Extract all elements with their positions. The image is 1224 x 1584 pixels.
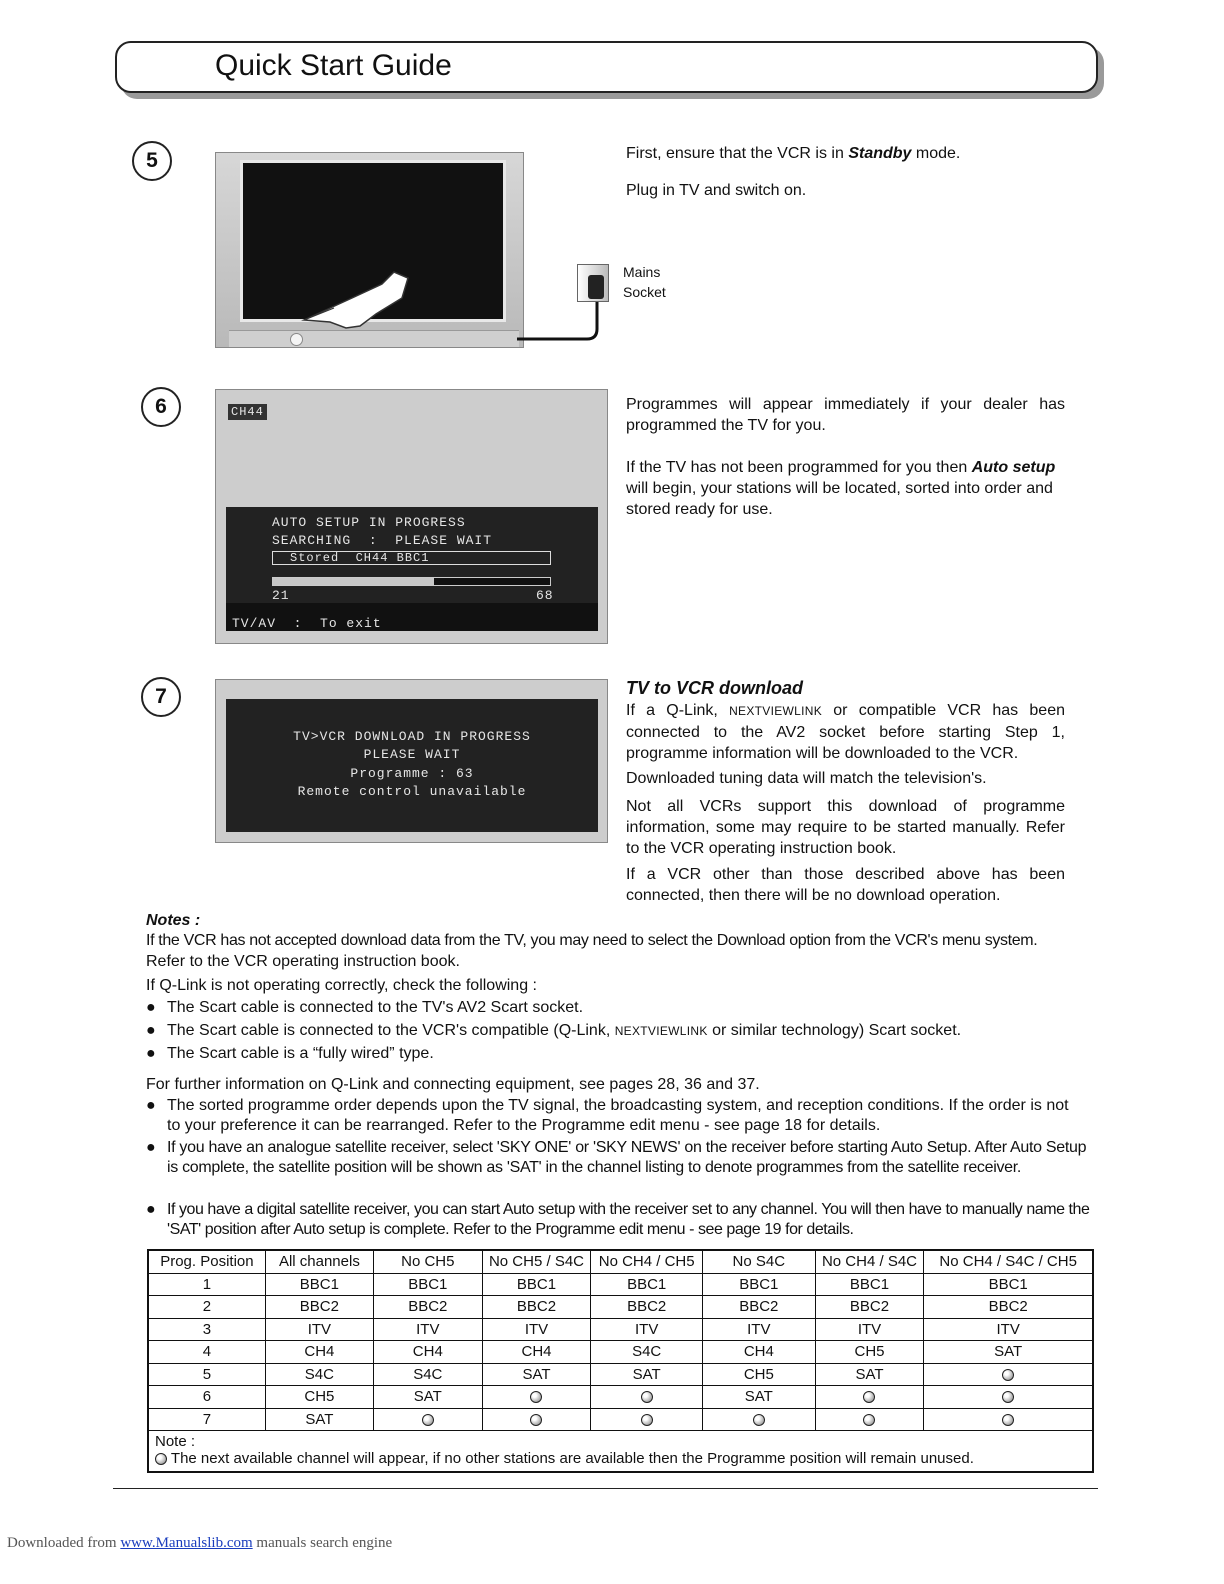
table-cell: BBC2 — [265, 1296, 373, 1319]
plug-icon — [588, 275, 604, 299]
step-6-number: 6 — [141, 387, 181, 427]
table-cell: BBC1 — [815, 1273, 924, 1296]
table-cell: S4C — [591, 1341, 703, 1364]
table-cell: S4C — [265, 1363, 373, 1386]
table-cell: BBC2 — [815, 1296, 924, 1319]
table-cell: SAT — [815, 1363, 924, 1386]
column-header: No CH5 / S4C — [482, 1250, 591, 1273]
note-bullet-2-text — [167, 1021, 1096, 1041]
table-cell: BBC1 — [924, 1273, 1093, 1296]
table-cell — [815, 1386, 924, 1409]
tv-to-vcr-heading: TV to VCR download — [626, 678, 803, 698]
bullet-icon: ● — [146, 1139, 156, 1156]
table-cell: ITV — [373, 1318, 482, 1341]
table-cell: 1 — [148, 1273, 265, 1296]
table-cell — [482, 1386, 591, 1409]
table-cell — [373, 1408, 482, 1431]
table-cell — [924, 1386, 1093, 1409]
osd-programme-line: Programme : 63 — [350, 766, 474, 781]
table-cell: SAT — [482, 1363, 591, 1386]
table-row — [148, 1386, 1093, 1409]
table-cell: CH4 — [373, 1341, 482, 1364]
table-cell: BBC2 — [591, 1296, 703, 1319]
step-5-number: 5 — [132, 141, 172, 181]
step-7-number: 7 — [141, 677, 181, 717]
osd-exit-hint: TV/AV : To exit — [232, 616, 382, 631]
step-5-line-1-text: First, ensure that the VCR is in — [626, 145, 849, 162]
osd-searching-line: SEARCHING : PLEASE WAIT — [272, 533, 493, 548]
table-cell: CH5 — [703, 1363, 816, 1386]
step-7-para-1-b: or compatible VCR has been connected to the AV2 socket before starting Step 1, programme information will be downloaded to the VCR. — [626, 702, 1065, 762]
table-cell: BBC2 — [373, 1296, 482, 1319]
note-bullet-6 — [146, 1200, 1096, 1240]
table-cell — [703, 1408, 816, 1431]
table-cell: BBC1 — [265, 1273, 373, 1296]
download-credit — [0, 1535, 392, 1552]
table-cell: SAT — [591, 1363, 703, 1386]
notes-line-2: Refer to the VCR operating instruction book. — [146, 953, 460, 970]
column-header: Prog. Position — [148, 1250, 265, 1273]
step-7-para-1 — [626, 700, 1065, 764]
table-row — [148, 1318, 1093, 1341]
socket-label-line1: Mains — [623, 264, 661, 280]
note-bullet-1-text: The Scart cable is connected to the TV's AV2 Scart socket. — [167, 999, 584, 1016]
column-header: No CH4 / S4C — [815, 1250, 924, 1273]
table-cell: BBC1 — [373, 1273, 482, 1296]
nextviewlink-term: NEXTVIEWLINK — [614, 1024, 708, 1038]
table-cell: BBC1 — [482, 1273, 591, 1296]
table-cell: BBC2 — [703, 1296, 816, 1319]
table-cell: 6 — [148, 1386, 265, 1409]
table-cell: SAT — [373, 1386, 482, 1409]
table-cell: 3 — [148, 1318, 265, 1341]
next-available-icon — [641, 1391, 653, 1403]
credit-suffix: manuals search engine — [252, 1535, 393, 1551]
notes-line-4: For further information on Q-Link and connecting equipment, see pages 28, 36 and 37. — [146, 1076, 760, 1093]
table-cell — [924, 1408, 1093, 1431]
step-6-para-1: Programmes will appear immediately if your dealer has programmed the TV for you. — [626, 396, 1065, 434]
table-cell: S4C — [373, 1363, 482, 1386]
osd-stored-line: Stored CH44 BBC1 — [290, 551, 430, 565]
table-note-cell — [148, 1431, 1093, 1473]
table-cell: ITV — [703, 1318, 816, 1341]
table-row — [148, 1341, 1093, 1364]
nextviewlink-term: NEXTVIEWLINK — [729, 704, 823, 718]
page-title: Quick Start Guide — [215, 49, 452, 82]
table-row — [148, 1363, 1093, 1386]
note-bullet-4 — [146, 1096, 1076, 1136]
socket-label — [623, 262, 666, 302]
next-available-icon — [863, 1414, 875, 1426]
osd-download-line: TV>VCR DOWNLOAD IN PROGRESS — [293, 729, 531, 744]
table-note-text: The next available channel will appear, if no other stations are available then the Programme position will remain unused. — [170, 1450, 974, 1467]
table-cell: BBC1 — [703, 1273, 816, 1296]
table-cell: CH5 — [815, 1341, 924, 1364]
note-bullet-1 — [146, 998, 1096, 1018]
column-header: No CH4 / S4C / CH5 — [924, 1250, 1093, 1273]
next-available-icon — [1002, 1414, 1014, 1426]
search-progress-fill — [273, 578, 434, 585]
note-bullet-6-text: If you have a digital satellite receiver, you can start Auto setup with the receiver set to any channel. You will then have to manually name the 'SAT' position after Auto setup is complete. Refer to the Programme edit menu - see page 19 for details. — [167, 1201, 1090, 1238]
step-7-para-3: Not all VCRs support this download of programme information, some may require to be started manually. Refer to the VCR operating instruction book. — [626, 798, 1065, 857]
table-cell — [591, 1386, 703, 1409]
notes-line-3: If Q-Link is not operating correctly, check the following : — [146, 977, 537, 994]
next-available-icon — [530, 1414, 542, 1426]
note-bullet-3-text: The Scart cable is a “fully wired” type. — [167, 1045, 434, 1062]
bullet-icon: ● — [146, 1201, 156, 1218]
bullet-icon: ● — [146, 1022, 156, 1039]
next-available-icon — [155, 1453, 167, 1465]
table-row — [148, 1296, 1093, 1319]
note-bullet-2 — [146, 1021, 1096, 1041]
note-bullet-2-b: or similar technology) Scart socket. — [707, 1022, 962, 1039]
programme-position-table — [147, 1249, 1094, 1473]
footer-rule — [113, 1488, 1098, 1489]
note-bullet-5-text: If you have an analogue satellite receiver, select 'SKY ONE' or 'SKY NEWS' on the receiver before starting Auto Setup. After Auto Setup is complete, the satellite position will be shown as 'SAT' in the channel listing to denote programmes from the satellite receiver. — [167, 1139, 1087, 1176]
channel-badge: CH44 — [228, 404, 267, 420]
table-cell: ITV — [591, 1318, 703, 1341]
table-header-row — [148, 1250, 1093, 1273]
table-cell: CH4 — [265, 1341, 373, 1364]
socket-label-line2: Socket — [623, 284, 666, 300]
table-row — [148, 1408, 1093, 1431]
table-cell: SAT — [265, 1408, 373, 1431]
table-cell: ITV — [265, 1318, 373, 1341]
table-cell — [815, 1408, 924, 1431]
column-header: All channels — [265, 1250, 373, 1273]
next-available-icon — [1002, 1369, 1014, 1381]
column-header: No S4C — [703, 1250, 816, 1273]
column-header: No CH4 / CH5 — [591, 1250, 703, 1273]
table-cell: BBC2 — [924, 1296, 1093, 1319]
step-7-para-4: If a VCR other than those described above has been connected, then there will be no download operation. — [626, 866, 1065, 904]
next-available-icon — [1002, 1391, 1014, 1403]
column-header: No CH5 — [373, 1250, 482, 1273]
next-available-icon — [753, 1414, 765, 1426]
osd-auto-setup-line: AUTO SETUP IN PROGRESS — [272, 515, 466, 530]
next-available-icon — [530, 1391, 542, 1403]
range-start: 21 — [272, 588, 290, 603]
standby-emphasis: Standby — [848, 145, 912, 162]
table-note-label: Note : — [155, 1433, 196, 1450]
range-end: 68 — [536, 588, 554, 603]
table-cell — [924, 1363, 1093, 1386]
table-cell: CH5 — [265, 1386, 373, 1409]
table-cell: 2 — [148, 1296, 265, 1319]
osd-wait-line: PLEASE WAIT — [363, 747, 461, 762]
manualslib-link[interactable]: www.Manualslib.com — [120, 1535, 253, 1551]
table-cell: 4 — [148, 1341, 265, 1364]
table-cell — [591, 1408, 703, 1431]
note-bullet-4-text: The sorted programme order depends upon the TV signal, the broadcasting system, and reception conditions. If the order is not to your preference it can be rearranged. Refer to the Programme edit menu - see page 18 for details. — [167, 1097, 1069, 1134]
table-cell: BBC1 — [591, 1273, 703, 1296]
table-cell: ITV — [482, 1318, 591, 1341]
next-available-icon — [641, 1414, 653, 1426]
step-5-line-2: Plug in TV and switch on. — [626, 182, 807, 199]
table-cell: SAT — [703, 1386, 816, 1409]
notes-line-1: If the VCR has not accepted download data from the TV, you may need to select the Download option from the VCR's menu system. — [146, 932, 1038, 949]
step-5-line-1 — [626, 143, 960, 164]
table-cell: ITV — [815, 1318, 924, 1341]
note-bullet-3 — [146, 1044, 1096, 1064]
step-5-line-1-suffix: mode. — [911, 145, 961, 162]
osd-remote-line: Remote control unavailable — [297, 784, 527, 799]
table-note-line — [155, 1450, 1086, 1467]
search-progress-bar — [272, 577, 551, 586]
step-7-para-2: Downloaded tuning data will match the television's. — [626, 770, 987, 787]
bullet-icon: ● — [146, 1097, 156, 1114]
credit-prefix: Downloaded from — [7, 1535, 121, 1551]
notes-heading: Notes : — [146, 912, 201, 929]
table-cell: 7 — [148, 1408, 265, 1431]
table-cell: SAT — [924, 1341, 1093, 1364]
table-row — [148, 1273, 1093, 1296]
table-cell: CH4 — [482, 1341, 591, 1364]
note-bullet-2-a: The Scart cable is connected to the VCR's compatible (Q-Link, — [167, 1022, 615, 1039]
step-6-para-2-suffix: will begin, your stations will be located, sorted into order and stored ready for use. — [626, 480, 1053, 518]
table-cell: ITV — [924, 1318, 1093, 1341]
step-6-para-2-text: If the TV has not been programmed for you then — [626, 459, 972, 476]
step-7-para-1-a: If a Q-Link, — [626, 702, 730, 719]
next-available-icon — [863, 1391, 875, 1403]
pointing-hand-icon — [290, 268, 420, 338]
step-6-para-2 — [626, 457, 1067, 520]
auto-setup-emphasis: Auto setup — [971, 459, 1056, 476]
table-note-row — [148, 1431, 1093, 1473]
next-available-icon — [422, 1414, 434, 1426]
table-cell: BBC2 — [482, 1296, 591, 1319]
note-bullet-5 — [146, 1138, 1096, 1178]
table-cell — [482, 1408, 591, 1431]
bullet-icon: ● — [146, 1045, 156, 1062]
bullet-icon: ● — [146, 999, 156, 1016]
table-cell: 5 — [148, 1363, 265, 1386]
power-cable — [515, 295, 605, 345]
table-cell: CH4 — [703, 1341, 816, 1364]
